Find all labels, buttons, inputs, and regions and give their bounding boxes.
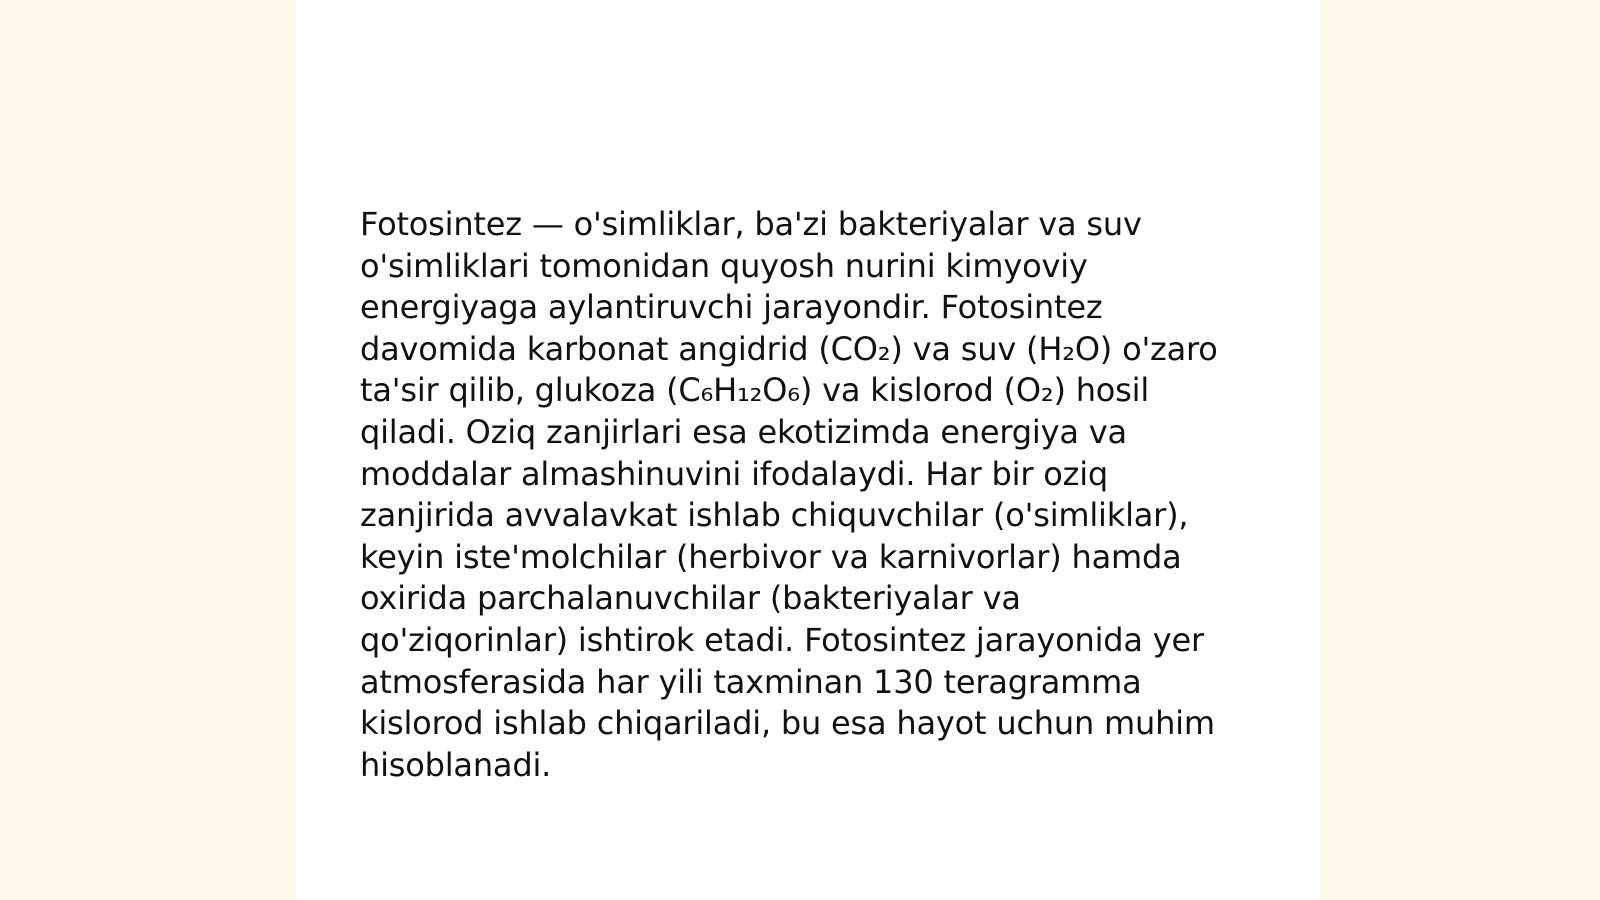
body-paragraph: Fotosintez — o'simliklar, ba'zi bakteriyalar va suv o'simliklari tomonidan quyosh nurini kimyoviy energiyaga aylantiruvchi jarayondir. Fotosintez davomida karbonat angidrid (CO₂) va suv (H₂O) o'zaro ta'sir qilib, glukoza (C₆H₁₂O₆) va kislorod (O₂) hosil qiladi. Oziq zanjirlari esa ekotizimda energiya va moddalar almashinuvini ifodalaydi. Har bir oziq zanjirida avvalavkat ishlab chiquvchilar (o'simliklar), keyin iste'molchilar (herbivor va karnivorlar) hamda oxirida parchalanuvchilar (bakteriyalar va qo'ziqorinlar) ishtirok etadi. Fotosintez jarayonida yer atmosferasida har yili taxminan 130 teragramma kislorod ishlab chiqariladi, bu esa hayot uchun muhim hisoblanadi. bbox=[360, 205, 1218, 784]
document-page bbox=[296, 0, 1320, 900]
